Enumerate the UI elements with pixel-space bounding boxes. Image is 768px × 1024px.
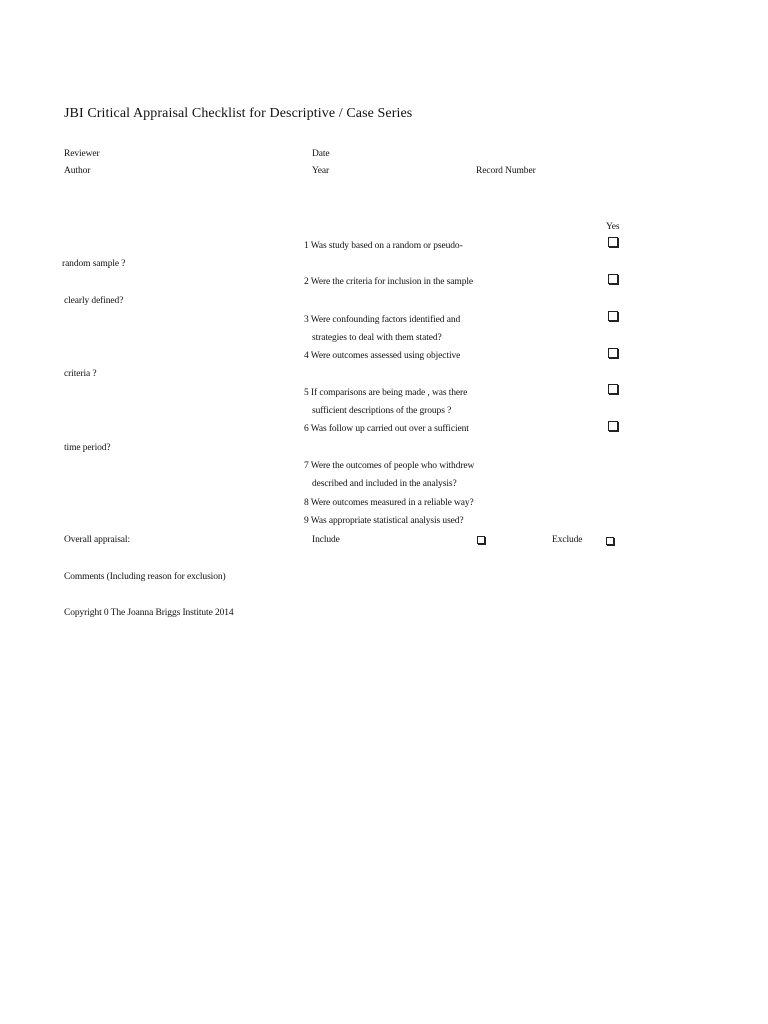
question-5-line2: sufficient descriptions of the groups ?: [312, 406, 452, 416]
exclude-label: Exclude: [552, 535, 583, 545]
include-checkbox[interactable]: [477, 536, 485, 544]
question-6-line1: 6 Was follow up carried out over a sufficient: [304, 424, 469, 434]
question-1-yes-checkbox[interactable]: [608, 237, 618, 247]
question-9: 9 Was appropriate statistical analysis used?: [304, 516, 464, 526]
page-title: JBI Critical Appraisal Checklist for Descriptive / Case Series: [64, 106, 413, 121]
question-2-line1: 2 Were the criteria for inclusion in the sample: [304, 277, 473, 287]
question-1-line1: 1 Was study based on a random or pseudo-: [304, 241, 463, 251]
question-6-yes-checkbox[interactable]: [608, 421, 618, 431]
author-label: Author: [64, 166, 91, 176]
reviewer-label: Reviewer: [64, 149, 100, 159]
question-4-line1: 4 Were outcomes assessed using objective: [304, 351, 461, 361]
exclude-checkbox[interactable]: [606, 537, 614, 545]
question-3-line2: strategies to deal with them stated?: [312, 333, 442, 343]
question-8: 8 Were outcomes measured in a reliable way?: [304, 498, 474, 508]
include-label: Include: [312, 535, 340, 545]
question-6-line2: time period?: [64, 443, 111, 453]
question-7-line2: described and included in the analysis?: [312, 479, 457, 489]
copyright-text: Copyright 0 The Joanna Briggs Institute 2014: [64, 608, 234, 618]
question-4-yes-checkbox[interactable]: [608, 348, 618, 358]
year-label: Year: [312, 166, 330, 176]
question-3-yes-checkbox[interactable]: [608, 311, 618, 321]
date-label: Date: [312, 149, 330, 159]
record-number-label: Record Number: [476, 166, 536, 176]
yes-column-header: Yes: [606, 222, 620, 232]
question-5-line1: 5 If comparisons are being made , was there: [304, 388, 468, 398]
comments-label: Comments (Including reason for exclusion): [64, 572, 226, 582]
question-1-line2: random sample ?: [62, 259, 126, 269]
overall-appraisal-label: Overall appraisal:: [64, 535, 130, 545]
question-3-line1: 3 Were confounding factors identified and: [304, 315, 461, 325]
question-2-yes-checkbox[interactable]: [608, 274, 618, 284]
question-7-line1: 7 Were the outcomes of people who withdrew: [304, 461, 475, 471]
question-4-line2: criteria ?: [64, 369, 97, 379]
question-2-line2: clearly defined?: [64, 296, 124, 306]
question-5-yes-checkbox[interactable]: [608, 384, 618, 394]
